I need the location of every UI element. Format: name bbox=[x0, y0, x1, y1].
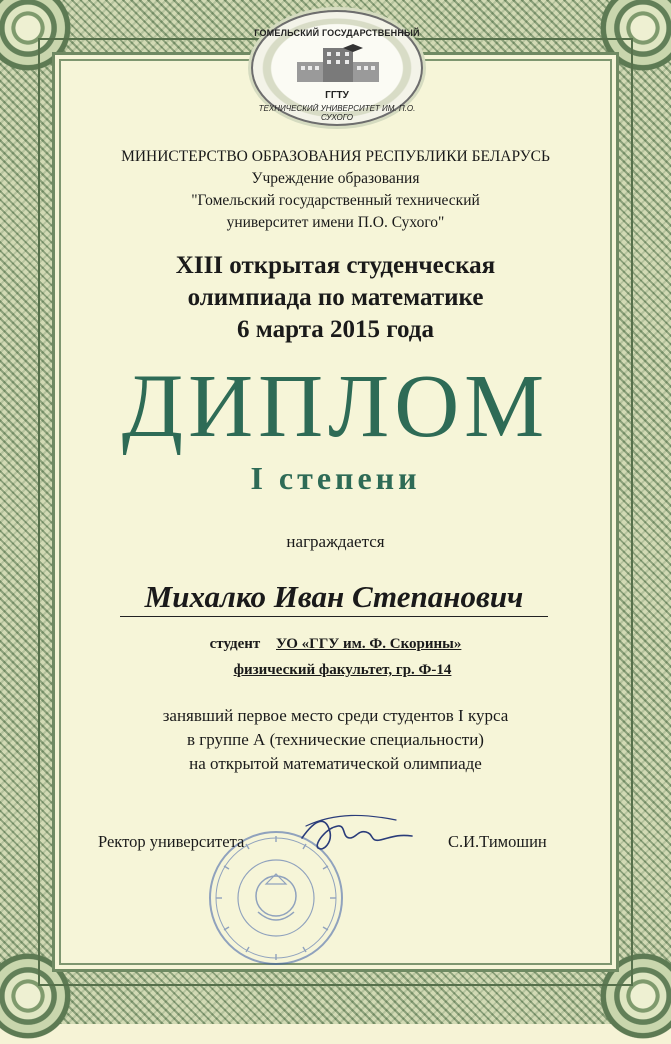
student-faculty-line bbox=[0, 662, 671, 679]
rector-name: С.И.Тимошин bbox=[448, 832, 547, 851]
olympiad-title-line-2: олимпиада по математике bbox=[187, 284, 484, 311]
emblem-upper-text: ГОМЕЛЬСКИЙ ГОСУДАРСТВЕННЫЙ bbox=[254, 28, 420, 38]
recipient-name-line bbox=[120, 578, 548, 617]
rector-signature bbox=[296, 808, 416, 862]
ministry-title: МИНИСТЕРСТВО ОБРАЗОВАНИЯ РЕСПУБЛИКИ БЕЛАРУСЬ bbox=[121, 148, 550, 165]
institution-line-3: университет имени П.О. Сухого" bbox=[226, 214, 445, 231]
recipient-name: Михалко Иван Степанович bbox=[144, 579, 524, 614]
olympiad-title-line-1: XIII открытая студенческая bbox=[175, 252, 496, 279]
description-line-2: в группе А (технические специальности) bbox=[187, 730, 484, 749]
emblem-abbreviation: ГГТУ bbox=[325, 90, 349, 101]
diploma-degree: I степени bbox=[250, 460, 421, 496]
student-affiliation-line bbox=[0, 636, 671, 653]
institution-line-1: Учреждение образования bbox=[251, 170, 420, 187]
student-label: студент bbox=[209, 636, 261, 652]
institution-line-2: "Гомельский государственный технический bbox=[191, 192, 480, 209]
awarded-label: награждается bbox=[286, 532, 385, 551]
university-emblem bbox=[251, 10, 423, 126]
olympiad-date: 6 марта 2015 года bbox=[237, 316, 434, 343]
description-line-1: занявший первое место среди студентов I курса bbox=[162, 706, 509, 725]
student-faculty: физический факультет, гр. Ф-14 bbox=[233, 662, 452, 678]
rector-label: Ректор университета bbox=[98, 832, 245, 851]
emblem-lower-text: ТЕХНИЧЕСКИЙ УНИВЕРСИТЕТ ИМ. П.О. СУХОГО bbox=[258, 104, 416, 122]
description-line-3: на открытой математической олимпиаде bbox=[189, 754, 482, 773]
diploma-title: ДИПЛОМ bbox=[121, 357, 550, 456]
university-building-icon bbox=[293, 42, 383, 86]
student-university: УО «ГГУ им. Ф. Скорины» bbox=[276, 636, 462, 652]
